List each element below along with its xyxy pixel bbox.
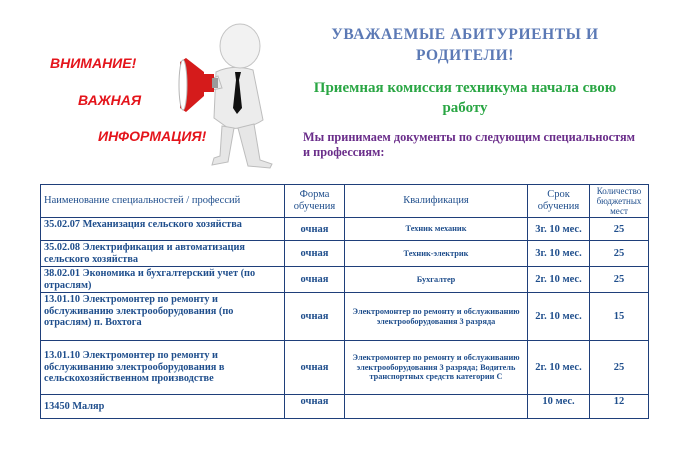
cell-specialty: 38.02.01 Экономика и бухгалтерский учет (по отраслям): [41, 267, 285, 293]
cell-places: 12: [590, 395, 649, 419]
specialties-table: [40, 184, 649, 419]
alert-important: ВАЖНАЯ: [78, 92, 142, 108]
subheading: Приемная комиссия техникума начала свою работу: [313, 80, 617, 116]
cell-form: очная: [285, 341, 345, 395]
table-row: [41, 341, 649, 395]
cell-form: очная: [285, 241, 345, 267]
alert-information: ИНФОРМАЦИЯ!: [98, 128, 207, 144]
cell-qualification: Электромонтер по ремонту и обслуживанию электрооборудования 3 разряда; Водитель транспортных средств категории С: [345, 341, 528, 395]
cell-specialty: 13.01.10 Электромонтер по ремонту и обслуживанию электрооборудования (по отраслям) п. Вохтога: [41, 293, 285, 341]
cell-duration: 3г. 10 мес.: [528, 241, 590, 267]
cell-duration: 2г. 10 мес.: [528, 267, 590, 293]
cell-form: очная: [285, 293, 345, 341]
cell-duration: 2г. 10 мес.: [528, 341, 590, 395]
cell-specialty: 13450 Маляр: [41, 395, 285, 419]
col-header-qualification: Квалификация: [345, 185, 528, 218]
cell-specialty: 13.01.10 Электромонтер по ремонту и обслуживанию электрооборудования в сельскохозяйственном производстве: [41, 341, 285, 395]
cell-form: очная: [285, 395, 345, 419]
cell-specialty: 35.02.07 Механизация сельского хозяйства: [41, 218, 285, 241]
cell-form: очная: [285, 218, 345, 241]
cell-qualification: Бухгалтер: [345, 267, 528, 293]
cell-qualification: Техник механик: [345, 218, 528, 241]
cell-duration: 10 мес.: [528, 395, 590, 419]
cell-form: очная: [285, 267, 345, 293]
cell-places: 15: [590, 293, 649, 341]
table-row: [41, 267, 649, 293]
cell-places: 25: [590, 241, 649, 267]
col-header-specialty: Наименование специальностей / профессий: [41, 185, 285, 218]
table-header-row: [41, 185, 649, 218]
cell-places: 25: [590, 218, 649, 241]
cell-duration: 2г. 10 мес.: [528, 293, 590, 341]
table-row: [41, 395, 649, 419]
cell-qualification: Техник-электрик: [345, 241, 528, 267]
intro-text: Мы принимаем документы по следующим специальностям и профессиям:: [303, 130, 635, 159]
table-row: [41, 218, 649, 241]
col-header-form: Форма обучения: [285, 185, 345, 218]
col-header-places: Количество бюджетных мест: [590, 185, 649, 218]
cell-qualification: Электромонтер по ремонту и обслуживанию электрооборудования 3 разряда: [345, 293, 528, 341]
page-heading: УВАЖАЕМЫЕ АБИТУРИЕНТЫ И РОДИТЕЛИ!: [331, 26, 599, 64]
table-row: [41, 241, 649, 267]
cell-specialty: 35.02.08 Электрификация и автоматизация сельского хозяйства: [41, 241, 285, 267]
cell-qualification: [345, 395, 528, 419]
cell-places: 25: [590, 267, 649, 293]
alert-attention: ВНИМАНИЕ!: [50, 55, 137, 71]
megaphone-person-icon: [178, 10, 293, 170]
table-row: [41, 293, 649, 341]
cell-places: 25: [590, 341, 649, 395]
col-header-duration: Срок обучения: [528, 185, 590, 218]
cell-duration: 3г. 10 мес.: [528, 218, 590, 241]
